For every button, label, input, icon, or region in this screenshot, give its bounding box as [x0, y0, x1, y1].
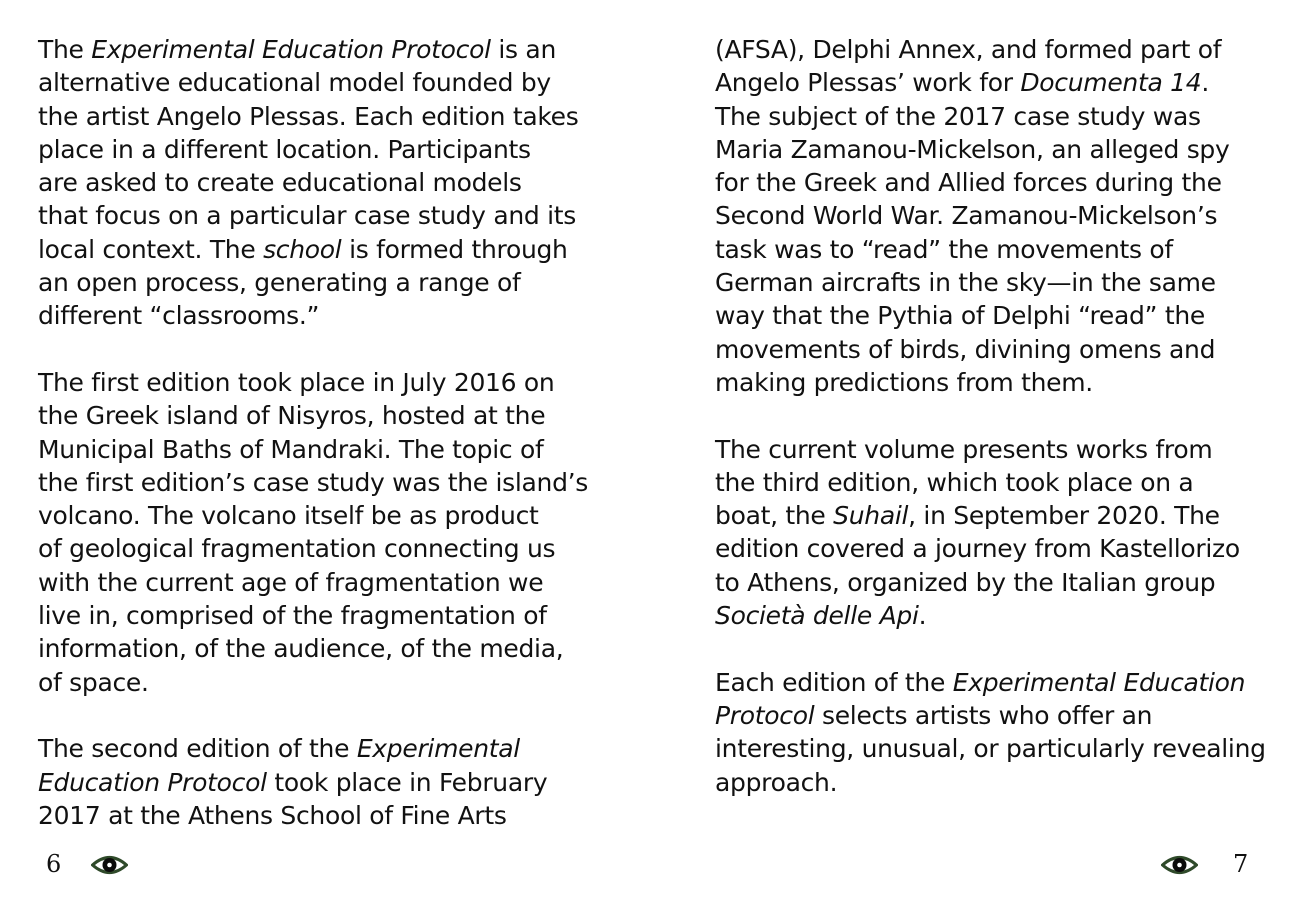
- paragraph: [38, 33, 598, 333]
- text-run: the third edition, which took place on a: [715, 467, 1194, 497]
- text-run: .: [1201, 68, 1209, 98]
- text-run: alternative educational model founded by: [38, 68, 551, 98]
- paragraph: [38, 732, 598, 832]
- text-run: Second World War. Zamanou-Mickelson’s: [715, 201, 1218, 231]
- text-line: [38, 632, 598, 665]
- italic-text: Experimental: [356, 734, 520, 764]
- italic-text: Education Protocol: [38, 767, 267, 797]
- text-line: [38, 466, 598, 499]
- text-line: [715, 433, 1275, 466]
- paragraph: [38, 366, 598, 699]
- left-page-body: [38, 33, 598, 832]
- text-line: [38, 566, 598, 599]
- paragraph: [715, 666, 1275, 799]
- text-run: way that the Pythia of Delphi “read” the: [715, 301, 1205, 331]
- text-run: Each edition of the: [715, 667, 953, 697]
- italic-text: Experimental Education: [952, 667, 1246, 697]
- text-line: [38, 233, 598, 266]
- text-line: [715, 233, 1275, 266]
- text-run: volcano. The volcano itself be as product: [38, 501, 539, 531]
- text-run: movements of birds, divining omens and: [715, 334, 1216, 364]
- text-run: Angelo Plessas’ work for: [715, 68, 1021, 98]
- text-run: live in, comprised of the fragmentation of: [38, 601, 547, 631]
- text-run: German aircrafts in the sky—in the same: [715, 268, 1216, 298]
- text-line: [38, 766, 598, 799]
- text-line: [715, 499, 1275, 532]
- text-line: [38, 133, 598, 166]
- text-run: The second edition of the: [38, 734, 357, 764]
- text-line: [38, 666, 598, 699]
- italic-text: Società delle Api: [715, 601, 919, 631]
- text-run: The first edition took place in July 2016 on: [38, 367, 555, 397]
- text-line: [715, 266, 1275, 299]
- text-line: [38, 599, 598, 632]
- text-run: task was to “read” the movements of: [715, 234, 1173, 264]
- text-run: are asked to create educational models: [38, 168, 522, 198]
- text-line: [715, 666, 1275, 699]
- text-line: [38, 499, 598, 532]
- eye-icon: [91, 851, 128, 879]
- text-line: [715, 699, 1275, 732]
- text-line: [38, 532, 598, 565]
- text-run: is an: [490, 35, 556, 64]
- text-line: [38, 732, 598, 765]
- text-run: The: [38, 35, 92, 64]
- text-run: approach.: [715, 767, 838, 797]
- text-line: [38, 166, 598, 199]
- italic-text: school: [263, 234, 342, 264]
- text-line: [38, 100, 598, 133]
- text-run: different “classrooms.”: [38, 301, 320, 331]
- text-run: an open process, generating a range of: [38, 268, 521, 298]
- text-line: [38, 433, 598, 466]
- eye-icon: [1161, 851, 1198, 879]
- text-run: making predictions from them.: [715, 367, 1093, 397]
- text-line: [38, 399, 598, 432]
- text-line: [715, 566, 1275, 599]
- paragraph: [715, 433, 1275, 633]
- text-run: information, of the audience, of the media,: [38, 634, 564, 664]
- text-run: selects artists who offer an: [814, 700, 1153, 730]
- text-run: is formed through: [341, 234, 568, 264]
- text-run: of geological fragmentation connecting us: [38, 534, 556, 564]
- text-line: [715, 33, 1275, 66]
- text-run: with the current age of fragmentation we: [38, 567, 544, 597]
- text-line: [715, 466, 1275, 499]
- text-run: the artist Angelo Plessas. Each edition takes: [38, 101, 579, 131]
- text-line: [715, 366, 1275, 399]
- text-line: [715, 66, 1275, 99]
- text-line: [715, 599, 1275, 632]
- text-line: [38, 33, 598, 66]
- text-line: [38, 199, 598, 232]
- text-line: [715, 732, 1275, 765]
- text-line: [715, 199, 1275, 232]
- text-line: [715, 166, 1275, 199]
- text-line: [38, 66, 598, 99]
- right-page-body: [715, 33, 1275, 799]
- page-number-left: 6: [46, 850, 62, 878]
- text-line: [38, 366, 598, 399]
- text-run: that focus on a particular case study and its: [38, 201, 576, 231]
- text-line: [715, 133, 1275, 166]
- text-run: place in a different location. Participants: [38, 134, 531, 164]
- text-run: edition covered a journey from Kastellorizo: [715, 534, 1240, 564]
- text-run: Municipal Baths of Mandraki. The topic of: [38, 434, 544, 464]
- text-line: [38, 799, 598, 832]
- text-run: boat, the: [715, 501, 834, 531]
- text-run: , in September 2020. The: [908, 501, 1220, 531]
- text-line: [715, 766, 1275, 799]
- text-run: took place in February: [266, 767, 548, 797]
- text-run: 2017 at the Athens School of Fine Arts: [38, 800, 507, 830]
- text-run: local context. The: [38, 234, 264, 264]
- text-run: the first edition’s case study was the island’s: [38, 467, 589, 497]
- text-run: the Greek island of Nisyros, hosted at the: [38, 401, 546, 431]
- text-line: [38, 266, 598, 299]
- text-run: to Athens, organized by the Italian group: [715, 567, 1216, 597]
- italic-text: Documenta 14: [1020, 68, 1202, 98]
- text-line: [715, 299, 1275, 332]
- text-run: (AFSA), Delphi Annex, and formed part of: [715, 35, 1222, 64]
- text-line: [715, 333, 1275, 366]
- text-run: of space.: [38, 667, 149, 697]
- text-line: [715, 100, 1275, 133]
- text-run: .: [918, 601, 927, 631]
- text-line: [715, 532, 1275, 565]
- text-line: [38, 299, 598, 332]
- text-run: The subject of the 2017 case study was: [715, 101, 1201, 131]
- text-run: The current volume presents works from: [715, 434, 1213, 464]
- italic-text: Protocol: [715, 700, 815, 730]
- italic-text: Experimental Education Protocol: [91, 35, 491, 64]
- italic-text: Suhail: [833, 501, 909, 531]
- text-run: interesting, unusual, or particularly revealing: [715, 734, 1266, 764]
- text-run: Maria Zamanou-Mickelson, an alleged spy: [715, 134, 1230, 164]
- page-number-right: 7: [1233, 850, 1249, 878]
- paragraph: [715, 33, 1275, 399]
- text-run: for the Greek and Allied forces during the: [715, 168, 1222, 198]
